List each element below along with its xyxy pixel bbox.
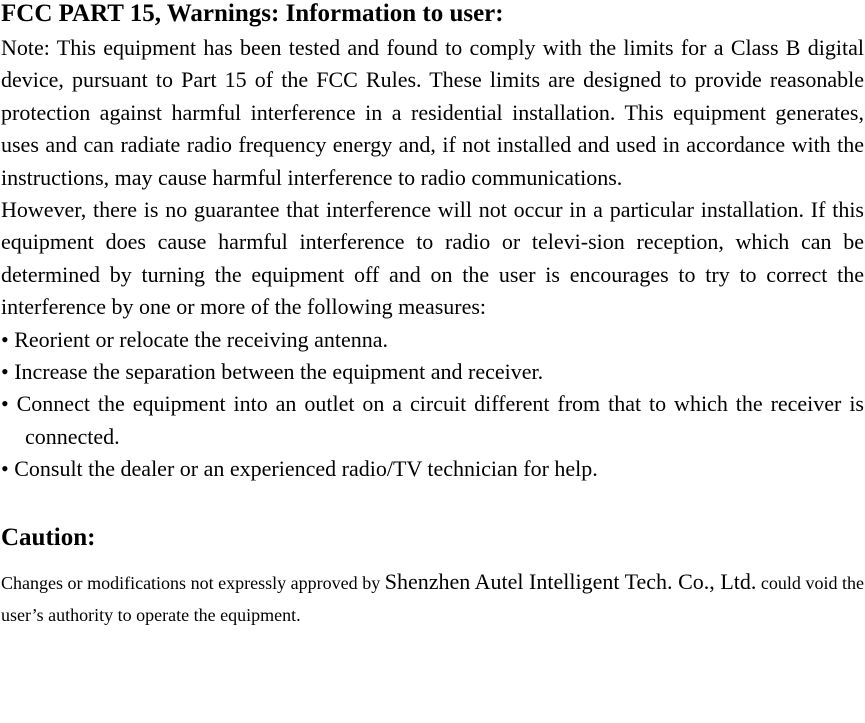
caution-company-name: Shenzhen Autel Intelligent Tech. Co., Ltd. bbox=[384, 568, 757, 594]
note-paragraph: Note: This equipment has been tested and found to comply with the limits for a Class B digital device, pursuant to Part 15 of the FCC Rules. These limits are designed to provide reasonable protection against harmful interference in a residential installation. This equipment generates, uses and can radiate radio frequency energy and, if not installed and used in accordance with the instructions, may cause harmful interference to radio communications. bbox=[1, 35, 864, 190]
page-title: FCC PART 15, Warnings: Information to user: bbox=[1, 0, 504, 27]
caution-paragraph bbox=[1, 566, 864, 631]
measure-item-reorient: • Reorient or relocate the receiving antenna. bbox=[1, 326, 389, 352]
however-paragraph: However, there is no guarantee that interference will not occur in a particular installation. If this equipment does cause harmful interference to radio or televi-sion reception, which can be determined by turning the equipment off and on the user is encourages to try to correct the interference by one or more of the following measures: bbox=[1, 197, 864, 320]
caution-heading: Caution: bbox=[1, 523, 96, 551]
measure-item-separation: • Increase the separation between the equipment and receiver. bbox=[1, 359, 544, 385]
measures-list bbox=[1, 324, 864, 486]
section-spacer bbox=[1, 486, 864, 522]
measure-item-consult: • Consult the dealer or an experienced radio/TV technician for help. bbox=[1, 456, 598, 482]
caution-text-before: Changes or modifications not expressly approved by bbox=[1, 572, 385, 593]
caution-text-after: could void the user’s authority to operate the equipment. bbox=[1, 572, 864, 625]
measure-item-outlet: • Connect the equipment into an outlet on a circuit different from that to which the receiver is connected. bbox=[1, 391, 864, 449]
